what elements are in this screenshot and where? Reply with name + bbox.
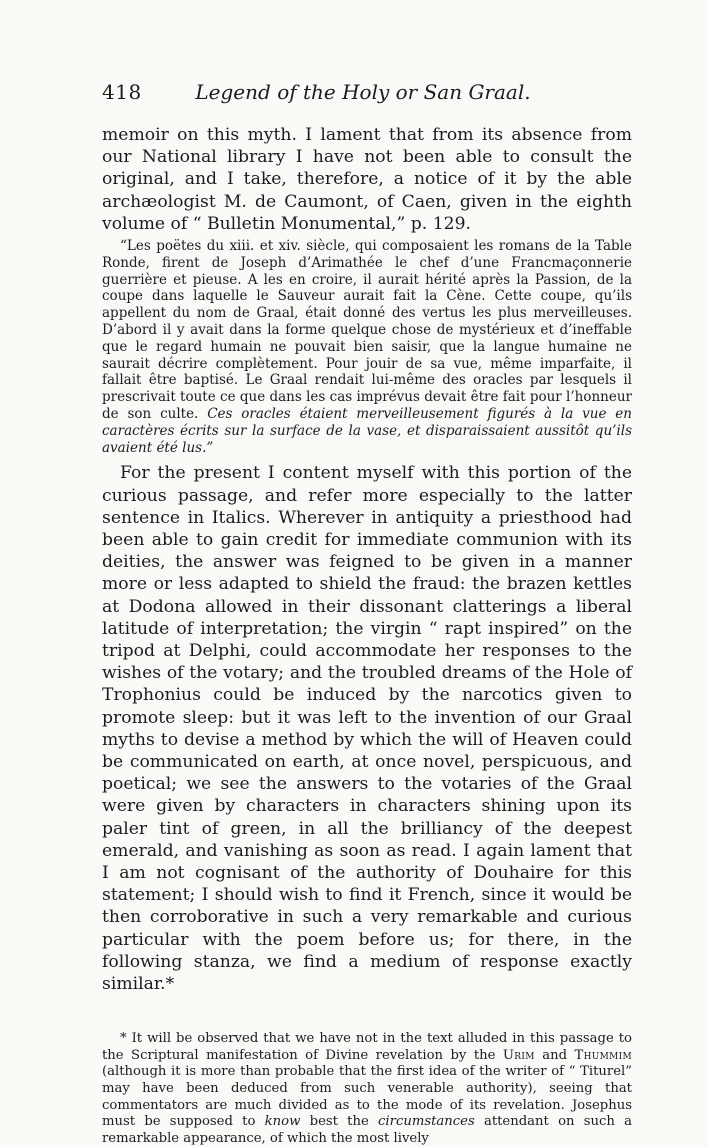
footnote-text-4: best the	[300, 1114, 379, 1130]
paragraph-commentary: For the present I content myself with this portion of the curious passage, and refer more especially to the latter sentence in Italics. Wherever in antiquity a priesthood had been able to gain credit for immediate communion with its deities, the answer was feigned to be given in a manner more or less adapted to shield the fraud: the brazen kettles at Dodona allowed in their dissonant clatterings a liberal latitude of interpretation; the virgin “ rapt inspired” on the tripod at Delphi, could accommodate her responses to the wishes of the votary; and the troubled dreams of the Hole of Trophonius could be induced by the narcotics given to promote sleep: but it was left to the invention of our Graal myths to devise a method by which the will of Heaven could be communicated on earth, at once novel, perspicuous, and poetical; we see the answers to the votaries of the Graal were given by characters in characters shining upon its paler tint of green, in all the brilliancy of the deepest emerald, and vanishing as soon as read. I again lament that I am not cognisant of the authority of Douhaire for this statement; I should wish to find it French, since it would be then corroborative in such a very remarkable and curious particular with the poem before us; for there, in the following stanza, we find a medium of response exactly similar.*	[102, 463, 632, 995]
running-title: Legend of the Holy or San Graal.	[195, 80, 531, 104]
paragraph-memoir: memoir on this myth. I lament that from its absence from our National library I have not been able to consult the original, and I take, therefore, a notice of it by the able archæologist M. de Caumont, of Caen, given in the eighth volume of “ Bulletin Monumental,” p. 129.	[102, 125, 632, 234]
footnote	[102, 1031, 632, 1147]
footnote-thummim: Thummim	[574, 1047, 633, 1063]
footnote-text-1: * It will be observed that we have not in the text alluded in this passage to the Scriptural manifestation of Divine revelation by the	[102, 1031, 632, 1063]
footnote-circumstances: circumstances	[378, 1114, 475, 1130]
page-header	[102, 80, 632, 114]
footnote-know: know	[264, 1114, 301, 1130]
quotation-roman-text: “Les poëtes du xiii. et xiv. siècle, qui composaient les romans de la Table Ronde, firent de Joseph d’Arimathée le chef d’une Francmaçonnerie guerrière et pieuse. A les en croire, il aurait hérité après la Passion, de la coupe dans laquelle le Sauveur aurait fait la Cène. Cette coupe, qu’ils appellent du nom de Graal, était donné des vertus les plus merveilleuses. D’abord il y avait dans la forme quelque chose de mystérieux et d’ineffable que le regard humain ne pouvait bien saisir, que la langue humaine ne saurait décrire complètement. Pour jouir de sa vue, même imparfaite, il fallait être baptisé. Le Graal rendait lui-même des oracles par lesquels il prescrivait toute ce que dans les cas imprévus devait être fait pour l’honneur de son culte.	[102, 238, 632, 422]
footnote-urim: Urim	[502, 1047, 535, 1063]
page-number: 418	[102, 80, 142, 104]
quotation-italic-text: Ces oracles étaient merveilleusement figurés à la vue en caractères écrits sur la surface de la vase, et disparaissaient aussitôt qu’ils avaient été lus.”	[102, 405, 632, 456]
french-quotation	[102, 238, 632, 456]
footnote-text-2: and	[534, 1047, 575, 1063]
footnote-text-5: attendant on such a remarkable appearance, of which the most lively	[102, 1114, 633, 1146]
book-page	[102, 80, 632, 1147]
footnote-text-3: (although it is more than probable that the first idea of the writer of “ Titurel” may have been deduced from such venerable authority), seeing that commentators are much divided as to the mode of its revelation. Josephus must be supposed to	[102, 1064, 632, 1130]
